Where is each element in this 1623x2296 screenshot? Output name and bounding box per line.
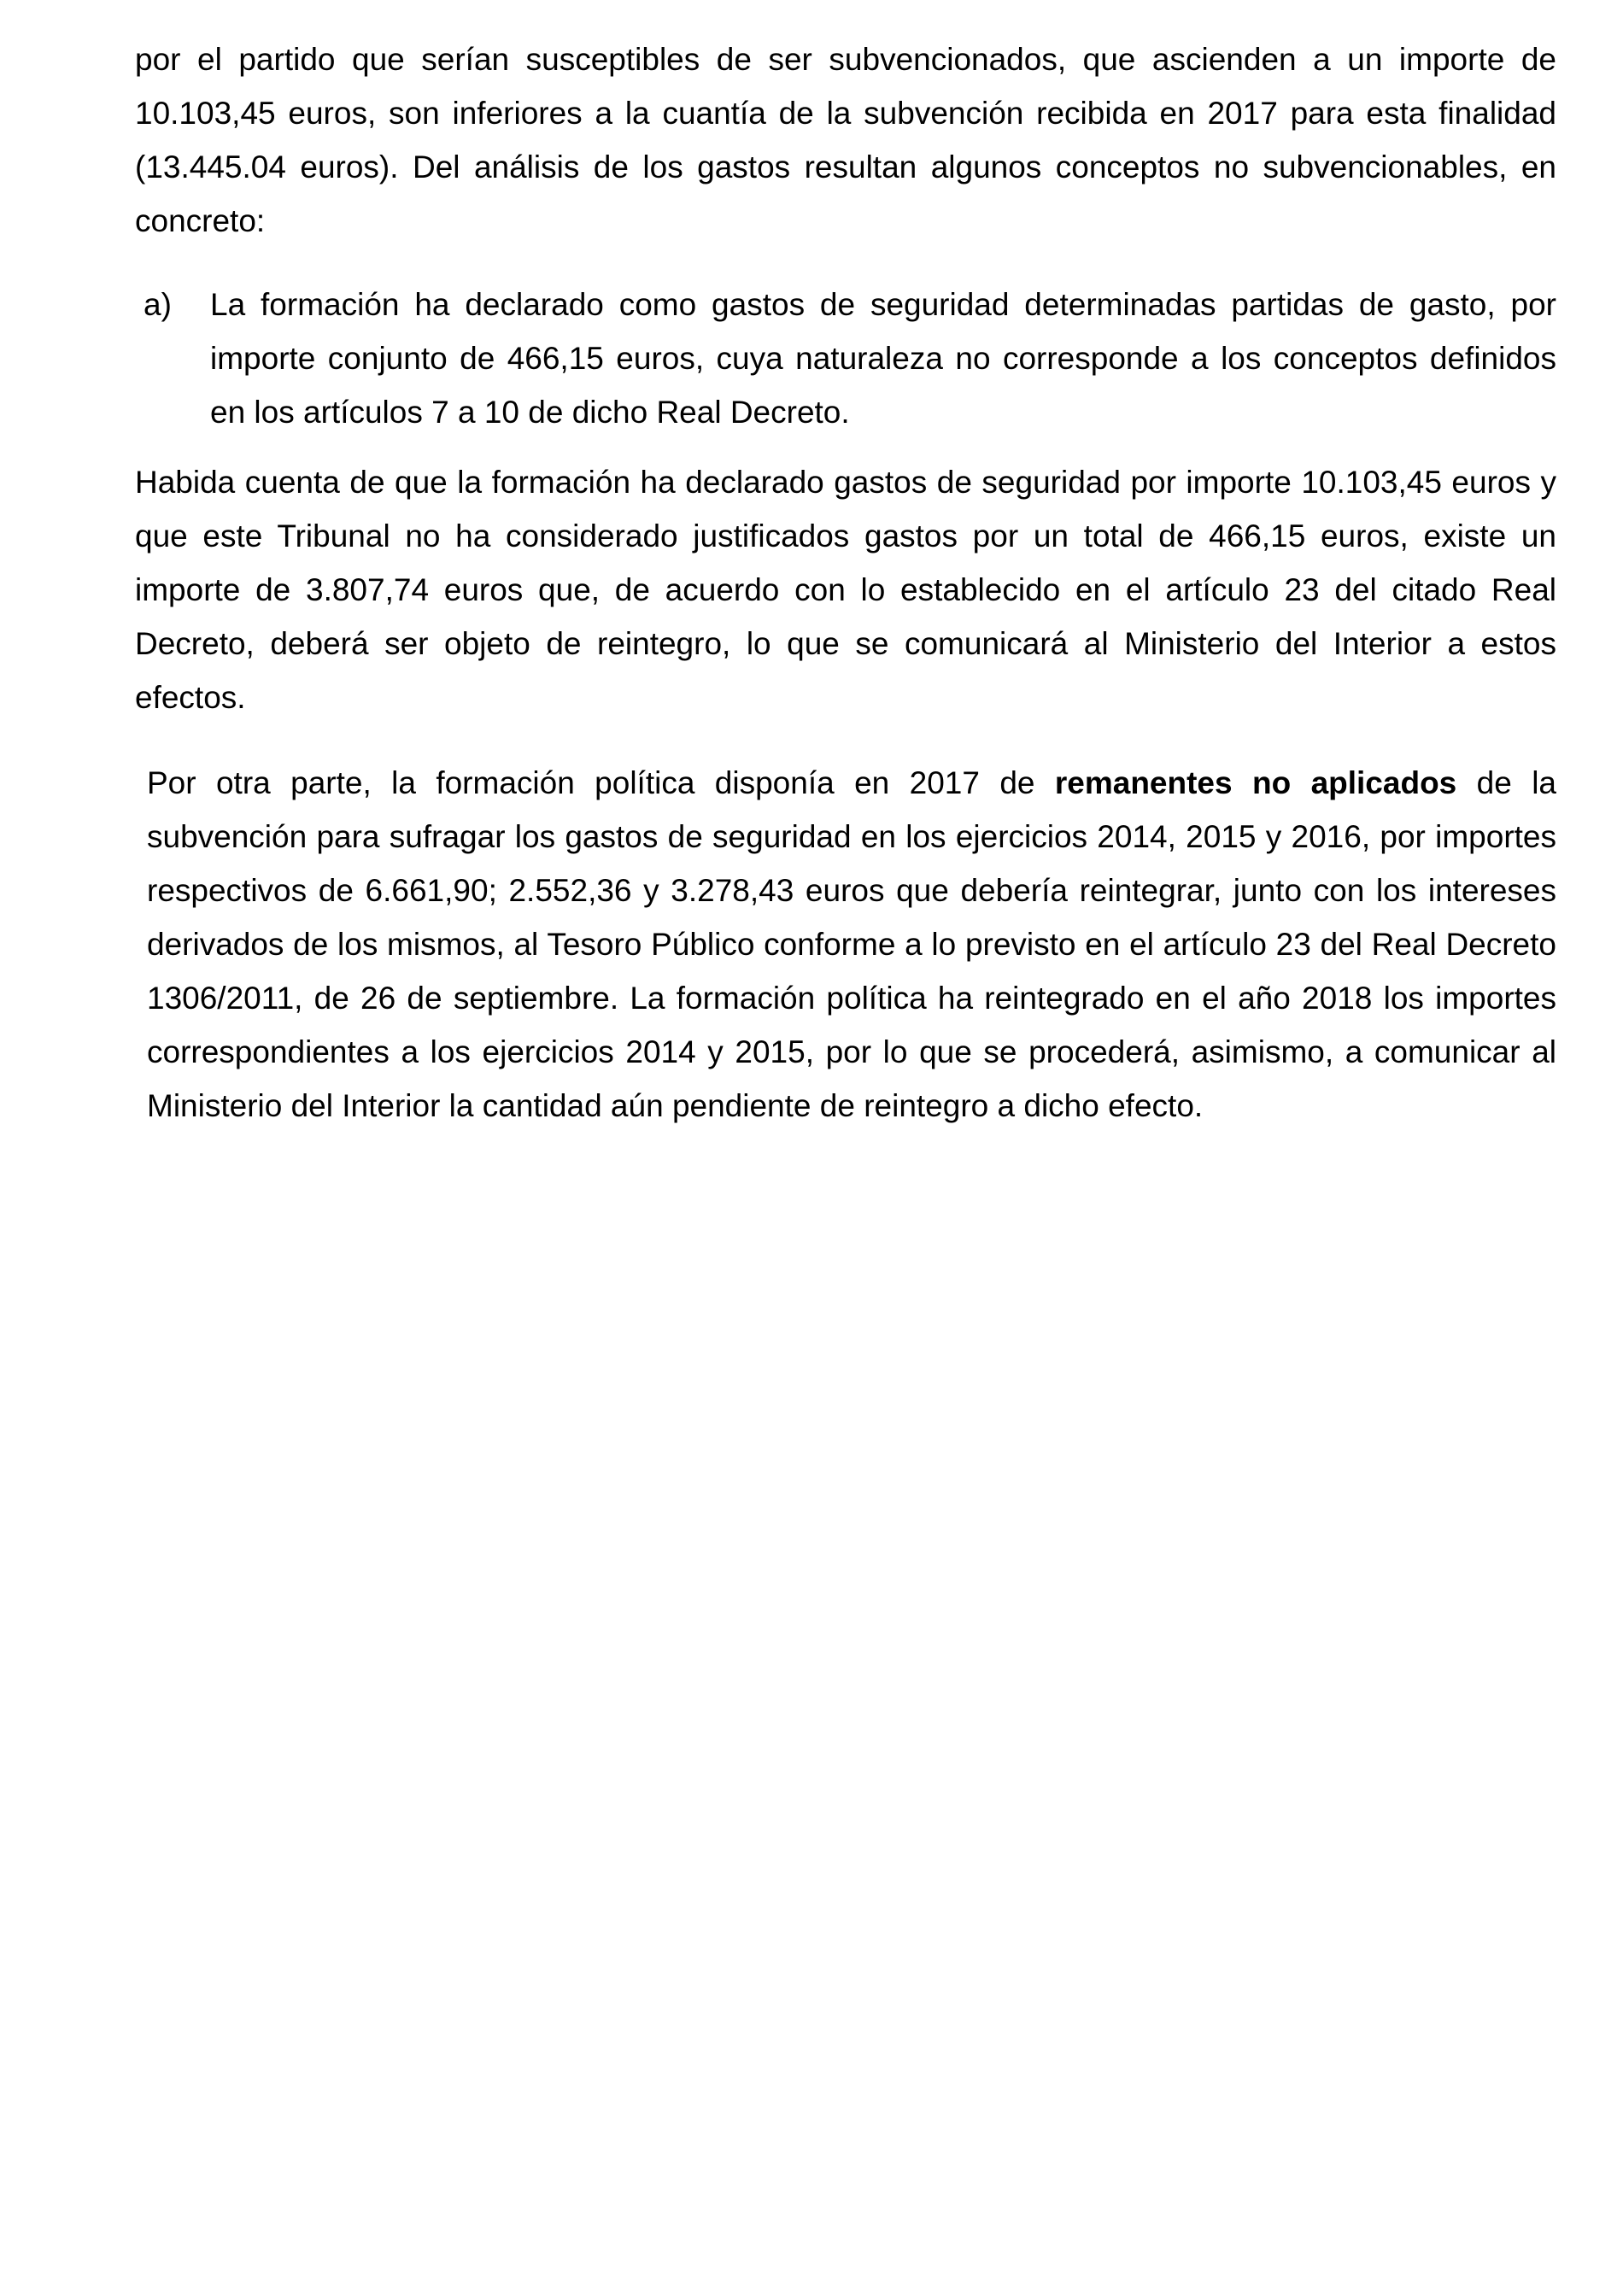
list-marker: a)	[144, 287, 172, 322]
paragraph-text-rest: de la subvención para sufragar los gastos de seguridad en los ejercicios 2014, 2015 y 2016, por importes respectivos de 6.661,90; 2.552,36 y 3.278,43 euros que debería reintegrar, junto con los intereses derivados de los mismos, al Tesoro Público conforme a lo previsto en el artículo 23 del Real Decreto 1306/2011, de 26 de septiembre. La formación política ha reintegrado en el año 2018 los importes correspondientes a los ejercicios 2014 y 2015, por lo que se procederá, asimismo, a comunicar al Ministerio del Interior la cantidad aún pendiente de reintegro a dicho efecto.	[147, 765, 1556, 1123]
paragraph-reimbursement-amount: Habida cuenta de que la formación ha declarado gastos de seguridad por importe 10.103,45 euros y que este Tribunal no ha considerado justificados gastos por un total de 466,15 euros, existe un importe de 3.807,74 euros que, de acuerdo con lo establecido en el artículo 23 del citado Real Decreto, deberá ser objeto de reintegro, lo que se comunicará al Ministerio del Interior a estos efectos.	[135, 465, 1556, 715]
paragraph-subsidy-expenses: por el partido que serían susceptibles de ser subvencionados, que ascienden a un importe de 10.103,45 euros, son inferiores a la cuantía de la subvención recibida en 2017 para esta finalidad (13.445.04 euros). Del análisis de los gastos resultan algunos conceptos no subvencionables, en concreto:	[135, 42, 1556, 238]
bold-phrase-remanentes: remanentes no aplicados	[1054, 765, 1457, 800]
list-item-text: La formación ha declarado como gastos de seguridad determinadas partidas de gasto, por importe conjunto de 466,15 euros, cuya naturaleza no corresponde a los conceptos definidos en los artículos 7 a 10 de dicho Real Decreto.	[210, 287, 1556, 430]
paragraph-text-intro: Por otra parte, la formación política disponía en 2017 de	[147, 765, 1055, 800]
paragraph-unapplied-remainders	[147, 756, 1556, 1133]
